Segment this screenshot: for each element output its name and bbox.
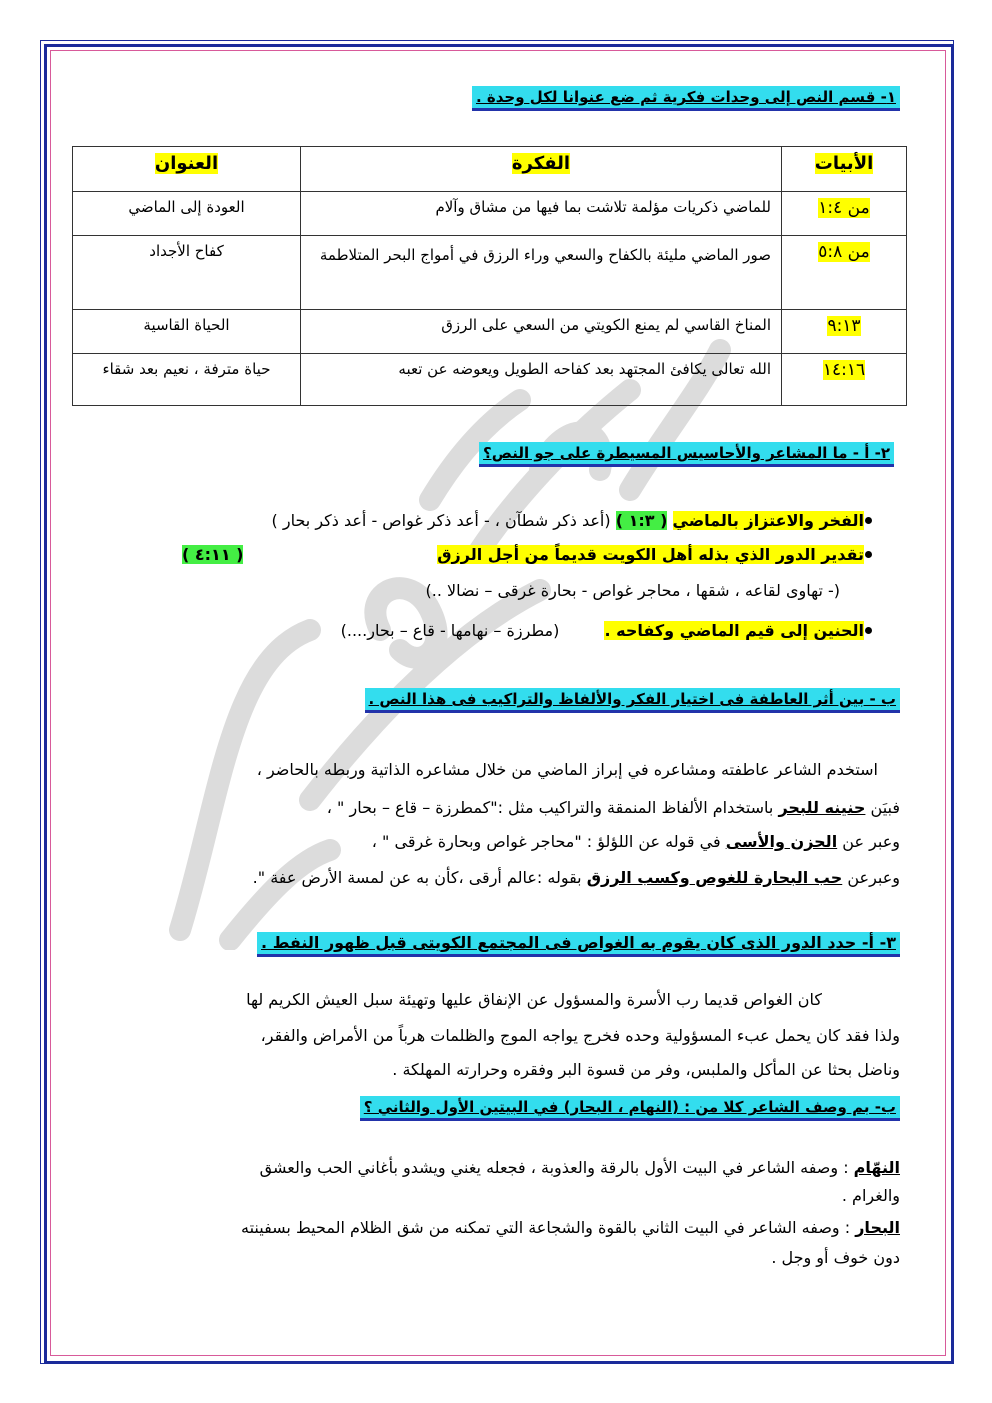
text-segment: بقوله :عالم أرقى ،كأن به عن لمسة الأرض عفة ". bbox=[252, 868, 587, 887]
col-title-header: العنوان bbox=[154, 153, 219, 174]
verses-cell: من ٥:٨ bbox=[818, 242, 870, 262]
text-segment: في قوله عن اللؤلؤ : "محاجر غواص وبحارة غرقى " ، bbox=[371, 832, 726, 851]
verses-cell: من ١:٤ bbox=[818, 198, 870, 218]
bullet1-bold: الفخر والاعتزاز بالماضي bbox=[672, 511, 864, 530]
table-row bbox=[73, 310, 907, 354]
q2b-paragraph-line2 bbox=[327, 796, 900, 820]
table-header-row bbox=[73, 147, 907, 192]
bullet-2 bbox=[437, 542, 864, 568]
idea-cell: الله تعالى يكافئ المجتهد بعد كفاحه الطويل ويعوضه عن تعبه bbox=[301, 354, 782, 406]
title-cell: العودة إلى الماضي bbox=[73, 192, 301, 236]
bahhar-label: البحار bbox=[855, 1218, 900, 1237]
bullet-1 bbox=[272, 508, 864, 534]
title-cell: الحياة القاسية bbox=[73, 310, 301, 354]
col-verses-header: الأبيات bbox=[814, 153, 874, 174]
ideas-table bbox=[72, 146, 907, 406]
text-segment: فبيَن bbox=[865, 798, 900, 817]
bullet-3 bbox=[341, 618, 864, 644]
nahham-line2: والغرام . bbox=[841, 1186, 900, 1205]
idea-cell: المناخ القاسي لم يمنع الكويتي من السعي على الرزق bbox=[301, 310, 782, 354]
verses-cell: ١٤:١٦ bbox=[822, 360, 866, 380]
bullet1-tag: ( ١:٣ ) bbox=[615, 511, 668, 530]
text-segment: باستخدام الألفاظ المنمقة والتراكيب مثل :"كمطرزة – قاع – بحار " ، bbox=[326, 798, 779, 817]
q2a-header: ٢- أ - ما المشاعر والأحاسيس المسيطرة على جو النص؟ bbox=[479, 442, 894, 467]
verses-cell: ٩:١٣ bbox=[827, 316, 861, 336]
idea-cell: صور الماضي مليئة بالكفاح والسعي وراء الرزق في أمواج البحر المتلاطمة bbox=[301, 236, 782, 310]
q3a-paragraph-line2: ولذا فقد كان يحمل عبء المسؤولية وحده فخرج يواجه الموج والظلمات هرباً من الأمراض والفقر، bbox=[260, 1026, 900, 1045]
q3a-paragraph-line1: كان الغواص قديما رب الأسرة والمسؤول عن الإنفاق عليها وتهيئة سبل العيش الكريم لها bbox=[246, 990, 822, 1009]
nahham-line1 bbox=[260, 1156, 900, 1180]
table-row bbox=[73, 192, 907, 236]
nahham-label: النهّام bbox=[853, 1158, 900, 1177]
bullet2-bold: تقدير الدور الذي بذله أهل الكويت قديماً من أجل الرزق bbox=[437, 545, 864, 564]
title-cell: حياة مترفة ، نعيم بعد شقاء bbox=[73, 354, 301, 406]
bullet2-tag-wrap bbox=[182, 542, 243, 568]
bahhar-line2: دون خوف أو وجل . bbox=[771, 1248, 900, 1267]
bullet1-rest: (أعد ذكر شطآن ، - أعد ذكر غواص - أعد ذكر بحار ) bbox=[271, 511, 611, 530]
q3a-paragraph-line3: وناضل بحثا عن المأكل والملبس، وفر من قسوة البر وفقره وحرارته المهلكة . bbox=[392, 1060, 900, 1079]
idea-cell: للماضي ذكريات مؤلمة تلاشت بما فيها من مشاق وآلام bbox=[301, 192, 782, 236]
bullet3-rest: (مطرزة – نهامها - قاع – بحار....) bbox=[340, 621, 560, 640]
highlight-phrase: حنينه للبحر bbox=[778, 798, 866, 817]
q2b-paragraph-line3 bbox=[372, 830, 900, 854]
bullet-icon bbox=[865, 627, 872, 634]
bullet3-bold: الحنين إلى قيم الماضي وكفاحه . bbox=[604, 621, 864, 640]
bahhar-line1 bbox=[241, 1216, 900, 1240]
col-idea-header: الفكرة bbox=[511, 153, 571, 174]
text-segment: : وصفه الشاعر في البيت الثاني بالقوة والشجاعة التي تمكنه من شق الظلام المحيط بسفينته bbox=[241, 1218, 856, 1237]
table-row bbox=[73, 236, 907, 310]
text-segment: وعبرعن bbox=[842, 868, 900, 887]
q2b-header: ب - بين أثر العاطفة فى اختيار الفكر والألفاظ والتراكيب فى هذا النص . bbox=[365, 688, 900, 713]
bullet2-tag: ( ٤:١١ ) bbox=[182, 545, 244, 564]
text-segment: وعبر عن bbox=[837, 832, 900, 851]
bullet2-continuation: (- تهاوى لقاعه ، شقها ، محاجر غواص - بحارة غرقى – نضالا ..) bbox=[425, 581, 840, 600]
q2b-paragraph-line4 bbox=[253, 866, 900, 890]
bullet-icon bbox=[865, 517, 872, 524]
q1-header: ١- قسم النص إلى وحدات فكرية ثم ضع عنوانا لكل وحدة . bbox=[472, 86, 900, 111]
text-segment: : وصفه الشاعر في البيت الأول بالرقة والعذوبة ، فجعله يغني ويشدو بأغاني الحب والعشق bbox=[259, 1158, 854, 1177]
title-cell: كفاح الأجداد bbox=[73, 236, 301, 310]
q2b-paragraph-line1: استخدم الشاعر عاطفته ومشاعره في إبراز الماضي من خلال مشاعره الذاتية وربطه بالحاضر ، bbox=[256, 760, 878, 779]
highlight-phrase: حب البحارة للغوص وكسب الرزق bbox=[586, 868, 843, 887]
table-row bbox=[73, 354, 907, 406]
q3a-header: ٣- أ- حدد الدور الذى كان يقوم به الغواص فى المجتمع الكويتى قبل ظهور النفط . bbox=[257, 932, 900, 957]
highlight-phrase: الحزن والأسى bbox=[725, 832, 838, 851]
bullet-icon bbox=[865, 551, 872, 558]
q3b-header: ب- بم وصف الشاعر كلا من : (النهام ، البحار) في البيتين الأول والثاني ؟ bbox=[360, 1096, 900, 1121]
